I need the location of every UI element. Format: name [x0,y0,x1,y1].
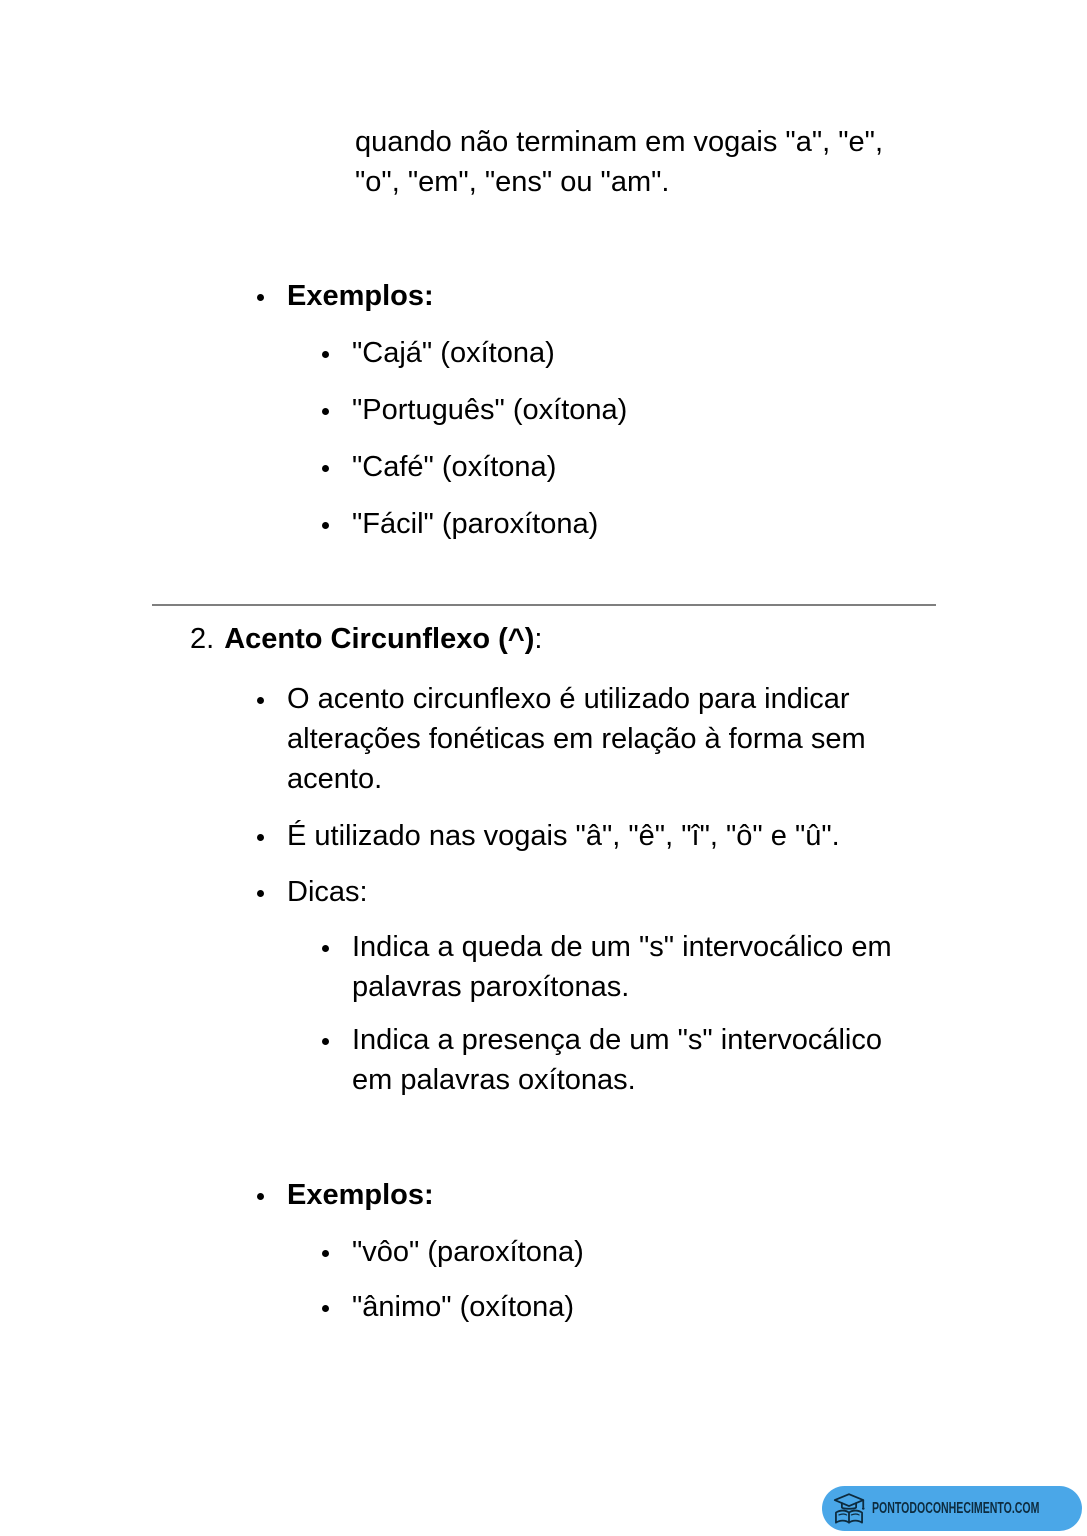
example-caja: "Cajá" (oxítona) [352,337,555,369]
list-item [252,276,1087,316]
example-portugues: "Português" (oxítona) [352,394,628,426]
list-item [317,390,1087,430]
list-item [252,816,1087,856]
section-title: Acento Circunflexo (^) [224,623,535,655]
bullet-usage-text: O acento circunflexo é utilizado para indicar alterações fonéticas em relação à forma sem acento. [287,683,866,795]
dicas-label: Dicas: [287,876,368,908]
bullet-icon [252,816,287,841]
example-facil: "Fácil" (paroxítona) [352,508,599,540]
list-item [317,504,1087,544]
list-item [317,1287,1087,1327]
list-item [317,1232,1087,1272]
bullet-icon [317,927,352,952]
bullet-icon [317,1287,352,1312]
list-item [317,447,1087,487]
section-heading [190,619,1087,659]
examples-label: Exemplos: [287,280,434,312]
bullet-icon [252,276,287,301]
list-item [252,872,1087,912]
list-item [317,927,1087,1007]
section-number: 2. [190,623,215,655]
bullet-icon [252,679,287,704]
bullet-icon [317,1020,352,1045]
bullet-icon [317,390,352,415]
bullet-icon [252,872,287,897]
section-divider [152,604,936,606]
bullet-vowels-text: É utilizado nas vogais "â", "ê", "î", "ô" e "û". [287,820,840,852]
example-cafe: "Café" (oxítona) [352,451,557,483]
bullet-icon [317,333,352,358]
graduation-cap-book-icon [830,1490,868,1528]
section-title-colon: : [534,623,543,655]
examples-label: Exemplos: [287,1179,434,1211]
bullet-icon [317,504,352,529]
intro-continuation-text: quando não terminam em vogais "a", "e", "o", "em", "ens" ou "am". [355,126,884,198]
list-item [252,1175,1087,1215]
dica-queda-text: Indica a queda de um "s" intervocálico em palavras paroxítonas. [352,931,892,1003]
list-item [317,1020,1087,1100]
example-voo: "vôo" (paroxítona) [352,1236,584,1268]
list-item [317,333,1087,373]
bullet-icon [317,1232,352,1257]
bullet-icon [252,1175,287,1200]
list-item [252,679,1087,799]
pontodoconhecimento-badge[interactable] [822,1486,1082,1531]
bullet-icon [317,447,352,472]
example-animo: "ânimo" (oxítona) [352,1291,575,1323]
dica-presenca-text: Indica a presença de um "s" intervocálico em palavras oxítonas. [352,1024,882,1096]
badge-text: PONTODOCONHECIMENTO.COM [872,1499,1040,1517]
